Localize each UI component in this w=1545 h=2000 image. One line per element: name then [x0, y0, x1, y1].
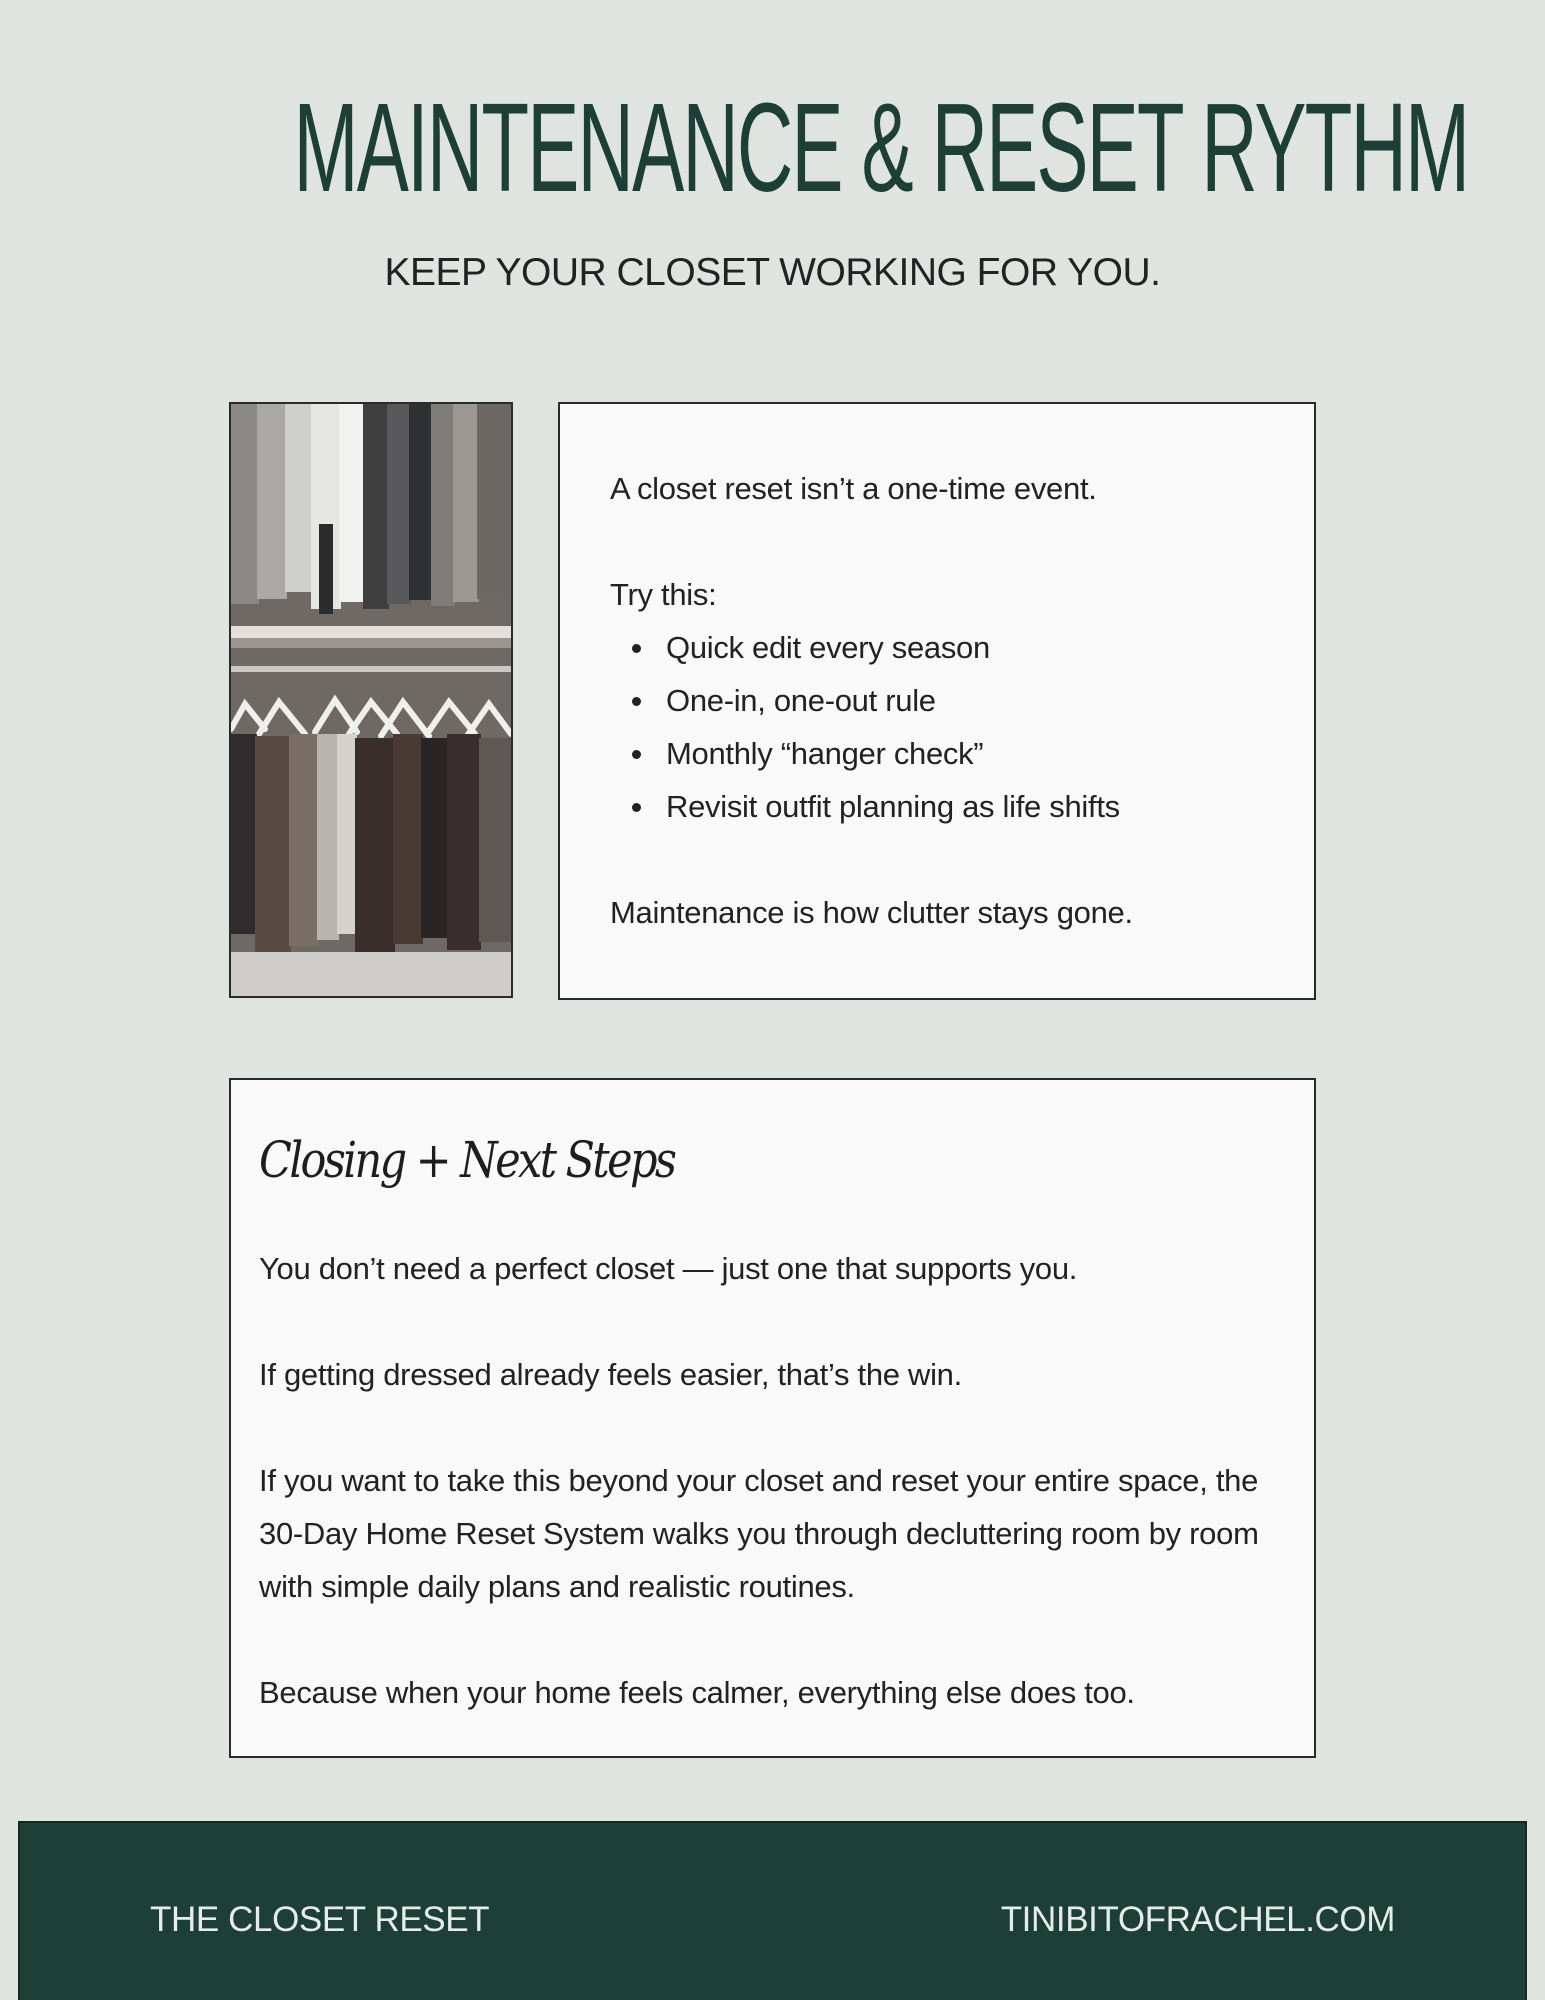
closing-paragraph: Because when your home feels calmer, everything else does too.: [259, 1675, 1135, 1710]
footer-website-link[interactable]: TINIBITOFRACHEL.COM: [1000, 1900, 1395, 1939]
closing-paragraph: If getting dressed already feels easier, that’s the win.: [259, 1357, 962, 1392]
intro-closing: Maintenance is how clutter stays gone.: [610, 895, 1133, 930]
page-subtitle: KEEP YOUR CLOSET WORKING FOR YOU.: [384, 251, 1161, 294]
page-title: MAINTENANCE & RESET RYTHM: [293, 77, 1469, 218]
footer-brand: THE CLOSET RESET: [150, 1900, 490, 1939]
try-label: Try this:: [610, 577, 717, 612]
list-item: Monthly “hanger check”: [610, 727, 1120, 780]
closing-paragraph: If you want to take this beyond your closet and reset your entire space, the 30-Day Home Reset System walks you through decluttering room by room with simple daily plans and realistic routines.: [259, 1463, 1259, 1604]
list-item: One-in, one-out rule: [610, 674, 1120, 727]
list-item: Revisit outfit planning as life shifts: [610, 780, 1120, 833]
intro-lead: A closet reset isn’t a one-time event.: [610, 471, 1097, 506]
closing-heading: Closing + Next Steps: [259, 1131, 675, 1189]
tips-list: [610, 621, 1120, 833]
closing-card: [229, 1078, 1316, 1758]
closet-photo: [229, 402, 513, 998]
maintenance-card: [558, 402, 1316, 1000]
footer: [18, 1821, 1527, 2000]
list-item: Quick edit every season: [610, 621, 1120, 674]
closing-paragraph: You don’t need a perfect closet — just one that supports you.: [259, 1251, 1078, 1286]
